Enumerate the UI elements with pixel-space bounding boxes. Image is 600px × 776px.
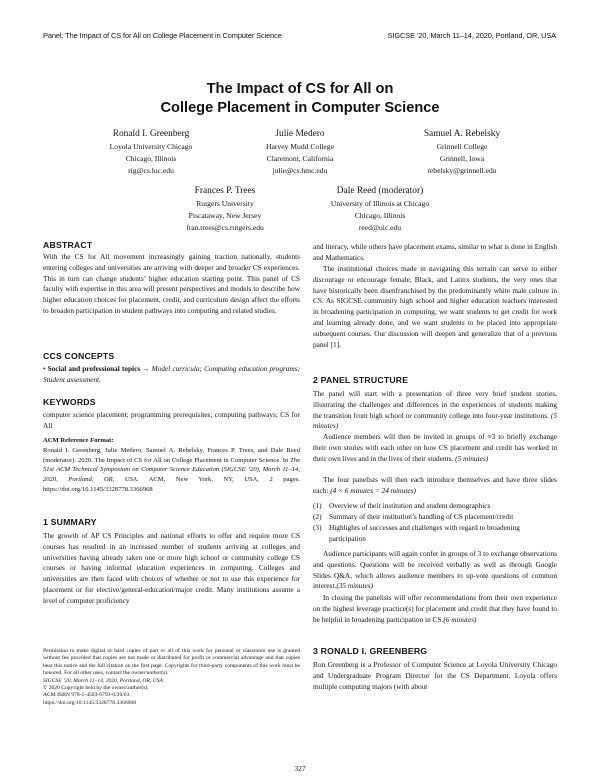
time-allotment: (35 minutes) [336,581,373,591]
author-location: Grinnell, Iowa [439,154,485,163]
acm-reference-venue: The 51st ACM Technical Symposium on Computer Science Education (SIGCSE ’20), March 11–14, 2020, Portland, OR, USA. [43,456,300,484]
author-name: Samuel A. Rebelsky [423,129,501,139]
panel-paragraph-1: The panel will start with a presentation of three very brief student stories, illustrating the challenges and differences in the experiences of students making the transition from high school or community college into four-year institutions. (5 minutes) [313,389,558,431]
footnote-venue: SIGCSE ’20, March 11–14, 2020, Portland, OR, USA [43,677,163,684]
author-location: Piscataway, New Jersey [188,211,262,220]
panel-paragraph-4: Audience participants will again confer in groups of 3 to exchange observations and questions. Questions will be received verbally as well as through Google Slides Q&A, which allows audience members to up-vote questions of common interest.(35 minutes) [313,549,557,591]
list-item: (1) Overview of their institution and student demographics [313,501,491,510]
acm-reference-heading: ACM Reference Format: [43,437,114,444]
author-location: Chicago, Illinois [354,211,406,220]
abstract-heading: ABSTRACT [43,240,93,250]
author-affiliation: Grinnell College [436,142,488,151]
title-line-1: The Impact of CS for All on [206,81,394,97]
author-name: Frances P. Trees [194,186,256,196]
author-email: reed@uic.edu [358,223,402,232]
author-block [220,128,380,177]
author-location: Chicago, Illinois [125,154,177,163]
author-block [382,128,542,177]
keywords-heading: KEYWORDS [43,397,96,407]
summary-text: The growth of AP CS Principles and national efforts to offer and require more CS courses has resulted in an increased number of students arriving at colleges and universities having already taken one or more high school or community college CS courses or having informal education experiences in computing. Colleges and universities are then faced with choices of whether or not to use this experience for placement or for elective/general-education/major credit. Many institutions assume a level of computer proficiency [43,531,300,605]
footnote-isbn: ACM ISBN 978-1-4503-6793-6/20/03. [43,692,131,699]
panel-paragraph-5: In closing the panelists will offer recommendations from their own experience on the highest leverage practice(s) for placement and credit that they have found to be helpful in broadening participation in CS.(6 minutes) [313,593,557,624]
ccs-arrow: → [142,364,150,373]
time-allotment: (4 × 6 minutes = 24 minutes) [330,485,416,495]
summary-continued: and literacy, while others have placement exams, similar to what is done in English and Mathematics. [313,242,557,262]
acm-reference-doi: ACM, New York, NY, USA, 2 pages. https://doi.org/10.1145/3328778.3366968 [43,476,300,493]
time-allotment: (6 minutes) [443,614,477,624]
author-email: fran.trees@cs.rutgers.edu [186,223,264,232]
ccs-concepts [43,364,300,386]
ccs-heading: CCS CONCEPTS [43,351,115,361]
author-block [71,128,231,177]
author-name: Julie Medero [275,129,325,139]
page-number: 327 [294,764,306,773]
author-block [300,185,460,234]
author-affiliation: Rutgers University [196,199,254,208]
author-email: rig@cs.luc.edu [128,166,174,175]
author-location: Claremont, California [266,154,334,163]
author-affiliation: University of Illinois at Chicago [330,199,430,208]
acm-reference [43,436,300,495]
panel-paragraph-3: The four panelists will then each introduce themselves and have three slides each: (4 × 6 minutes = 24 minutes) [313,475,557,495]
time-allotment: (5 minutes) [313,410,558,431]
greenberg-text: Ron Greenberg is a Professor of Computer Science at Loyola University Chicago and Undergraduate Program Director for the CS Department. Loyola offers multiple computing majors (with about [313,660,557,691]
acm-reference-authors: Ronald I. Greenberg, Julie Medero, Samuel A. Rebelsky, Frances P. Trees, and Dale Reed (moderator). 2020. The Impact of CS for All on College Placement in Computer Science. In [43,446,300,464]
greenberg-heading: 3 RONALD I. GREENBERG [313,646,428,656]
footnote-copyright: © 2020 Copyright held by the owner/author(s). [43,685,149,692]
footnote-doi: https://doi.org/10.1145/3328778.3366968 [43,699,137,706]
footnote [43,648,300,707]
ccs-subtopics: Model curricula; Computing education programs; Student assessment. [43,364,300,384]
running-header-left: Panel: The Impact of CS for All on College Placement in Computer Science [43,31,282,40]
time-allotment: (5 minutes) [455,453,489,463]
permission-notice: Permission to make digital or hard copies of part or all of this work for personal or classroom use is granted without fee provided that copies are not made or distributed for profit or commercial advantage and that copies bear this notice and the full citation on the first page. Copyrights for third-party components of this work must be honored. For all other uses, contact the owner/author(s). [43,648,300,677]
ccs-topic: Social and professional topics [47,364,141,373]
author-block [145,185,305,234]
running-header-right: SIGCSE ’20, March 11–14, 2020, Portland, OR, USA [387,31,556,40]
author-name: Dale Reed (moderator) [336,186,424,196]
keywords-text: computer science placement; programming prerequisites; computing pathways; CS for All [43,410,300,430]
list-item: (3) Highlights of successes and challenges with regard to broadening participation [313,523,520,543]
title-line-2: College Placement in Computer Science [160,100,440,116]
summary-paragraph-2: The institutional choices made in navigating this terrain can serve to either discourage or encourage female, Black, and Latinx students, the very ones that have historically been disenfranchised by the predominantly white male culture in CS. As SIGCSE community high school and higher education teachers interested in broadening participation in computing, we want students to get credit for work and learning already done, and we want students to be placed into appropriate subsequent courses. Our discussion will deepen and generalize that of a previous panel [1]. [313,264,557,349]
author-affiliation: Harvey Mudd College [266,142,334,151]
ccs-bullet: • [43,364,46,373]
panel-paragraph-2: Audience members will then be invited in groups of ≈3 to briefly exchange their own stories with each other on how CS placement and credit has worked in their own lives and in the lives of their students. (5 minutes) [313,432,557,463]
summary-heading: 1 SUMMARY [43,517,97,527]
abstract-text: With the CS for All movement increasingly gaining traction nationally, students entering colleges and universities are arriving with deeper and broader CS experiences. This in turn can change students’ higher education starting point. This panel of CS faculty with expertise in this area will present perspectives and models to describe how higher education choices for placement, credit, and curriculum design affect the efforts to broaden participation in student pathways into computing and related studies. [43,252,300,315]
author-email: julie@cs.hmc.edu [272,166,328,175]
panel-structure-heading: 2 PANEL STRUCTURE [313,375,409,385]
author-affiliation: Loyola University Chicago [109,142,193,151]
paper-title [0,80,600,118]
author-name: Ronald I. Greenberg [112,129,190,139]
list-item: (2) Summary of their institution’s handling of CS placement/credit [313,512,514,521]
author-email: rebelsky@grinnell.edu [427,166,497,175]
